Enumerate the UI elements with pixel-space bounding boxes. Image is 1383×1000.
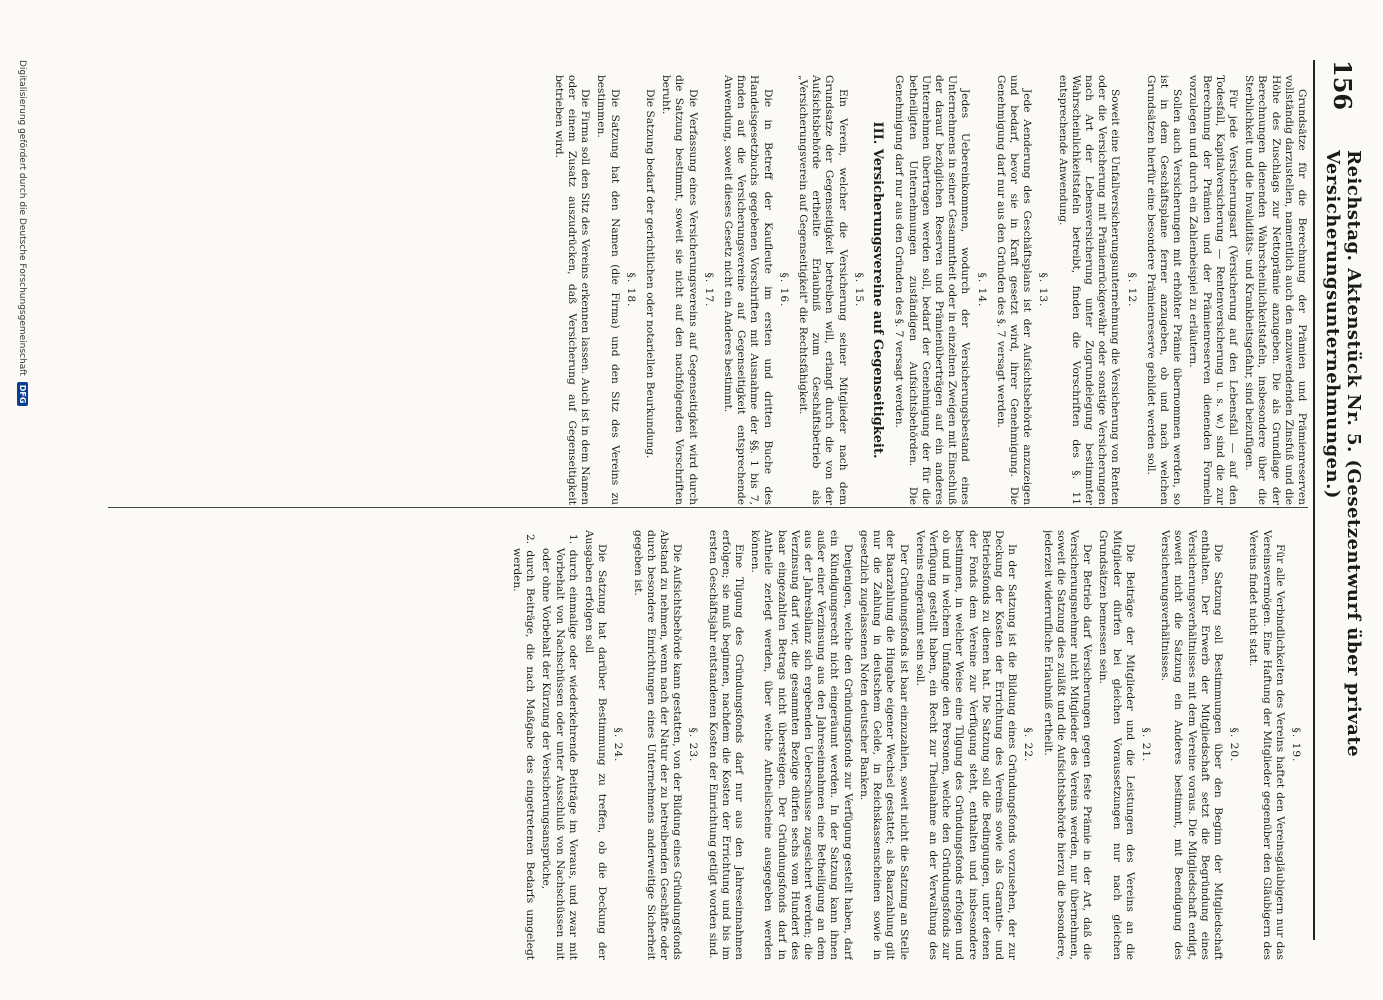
paragraph: Für alle Verbindlichkeiten des Vereins haftet den Vereinsgläubigern nur das Vereinsvermögen. Eine Haftung der Mitglieder gegenüber den Gläubigern des Vereins findet nicht statt. bbox=[1247, 530, 1286, 960]
section-title: §. 19. bbox=[1290, 727, 1302, 763]
paragraph: Jede Aenderung des Geschäftsplans ist der Aufsichtsbehörde anzuzeigen und bedarf, bevor sie in Kraft gesetzt wird, ihrer Genehmigung. Die Genehmigung darf nur aus den Gründen des §. 7 versagt werden. bbox=[994, 75, 1034, 505]
paragraph: Die Satzung bedarf der gerichtlichen oder notariellen Beurkundung. bbox=[644, 89, 657, 459]
header-rule bbox=[1313, 60, 1315, 940]
section-title: §. 16. bbox=[777, 272, 790, 308]
right-column bbox=[58, 530, 1308, 960]
digitization-credit bbox=[17, 60, 28, 406]
part-heading: III. Versicherungsvereine auf Gegenseitigkeit. bbox=[870, 121, 886, 459]
list-item: 1. durch einmalige oder wiederkehrende Beiträge im Voraus, und zwar mit Vorbehalt von Nachschüssen oder unter Ausschluß von Nachschüssen mit oder ohne Vorbehalt der Kürzung der Versicherungsansprüche, bbox=[540, 534, 579, 960]
paragraph: Der Betrieb darf Versicherungen gegen feste Prämie in der Art, daß die Versicherungsnehmer nicht Mitglieder des Vereins werden, nur übernehmen, soweit die Satzung dies zuläßt und die Aufsichtsbehörde hierzu die besondere, jederzeit widerrufliche Erlaubniß ertheilt. bbox=[1041, 530, 1094, 960]
paragraph: Der Gründungsfonds ist baar einzuzahlen, soweit nicht die Satzung an Stelle der Baarzahlung die Hingabe eigener Wechsel gestattet; als Baarzahlung gilt nur die Zahlung in deutschem Gelde, in Reichskassenscheinen sowie in gesetzlich zugelassenen Noten deutscher Banken. bbox=[857, 530, 910, 960]
list-item: 2. durch Beiträge, die nach Maßgabe des eingetretenen Bedarfs umgelegt werden. bbox=[511, 534, 537, 960]
paragraph: Die Verfassung eines Versicherungsvereins auf Gegenseitigkeit wird durch die Satzung bestimmt, soweit sie nicht auf den nachfolgenden Vorschriften beruht. bbox=[660, 75, 699, 505]
paragraph: In der Satzung ist die Bildung eines Gründungsfonds vorzusehen, der zur Deckung der Kosten der Errichtung des Vereins sowie als Garantie- und Betriebsfonds zu dienen hat. Die Satzung soll die Bedingungen, unter denen der Fonds dem Vereine zur Verfügung steht, enthalten und insbesondere bestimmen, in welcher Weise eine Tilgung des Gründungsfonds erfolgen und ob und in welchem Umfange den Personen, welche den Gründungsfonds zur Verfügung gestellt haben, ein Recht zur Theilnahme an der Verwaltung des Vereins eingeräumt sein soll. bbox=[913, 530, 1019, 960]
paragraph: Die Firma soll den Sitz des Vereins erkennen lassen. Auch ist in dem Namen oder einem Zusatz auszudrücken, daß Versicherung auf Gegenseitigkeit betrieben wird. bbox=[552, 75, 592, 505]
paragraph: Die Satzung hat den Namen (die Firma) und den Sitz des Vereins zu bestimmen. bbox=[595, 75, 621, 505]
paragraph: Für jede Versicherungsart (Versicherung auf den Lebensfall — auf den Todesfall, Kapitalversicherung — Rentenversicherung u. s. w.) sind die zur Berechnung der Prämien und der Prämienreserven dienenden Formeln vorzulegen und durch ein Zahlenbeispiel zu erläutern. bbox=[1187, 75, 1239, 505]
page-number: 156 bbox=[1328, 60, 1358, 111]
paragraph: Die Beiträge der Mitglieder und die Leistungen des Vereins an die Mitglieder dürfen bei gleichen Voraussetzungen nur nach gleichen Grundsätzen bemessen sein. bbox=[1097, 530, 1136, 960]
section-title: §. 14. bbox=[975, 272, 988, 308]
section-title: §. 22. bbox=[1022, 727, 1035, 763]
section-title: §. 24. bbox=[612, 727, 625, 763]
paragraph: Eine Tilgung des Gründungsfonds darf nur aus den Jahreseinnahmen erfolgen; sie muß beginnen, nachdem die Kosten der Errichtung und bis im ersten Geschäftsjahr entstandenen Kosten der Einrichtung getilgt worden sind. bbox=[706, 530, 746, 960]
paragraph: Die Satzung soll Bestimmungen über den Beginn der Mitgliedschaft enthalten. Der Erwerb der Mitgliedschaft setzt die Begründung eines Versicherungsverhältnisses mit dem Vereine voraus. Die Mitgliedschaft endigt, soweit nicht die Satzung ein Anderes bestimmt, mit Beendigung des Versicherungsverhältnisses. bbox=[1159, 530, 1224, 960]
section-title: §. 21. bbox=[1139, 727, 1152, 763]
credit-text: Digitalisierung gefördert durch die Deutsche Forschungsgemeinschaft bbox=[17, 60, 28, 376]
paragraph: Die Aufsichtsbehörde kann gestatten, von der Bildung eines Gründungsfonds Abstand zu nehmen, wenn nach der Natur der zu betreibenden Geschäfte oder durch besondere Einrichtungen eines Unternehmens anderweitige Sicherheit gegeben ist. bbox=[631, 530, 684, 960]
paragraph: Denjenigen, welche den Gründungsfonds zur Verfügung gestellt haben, darf ein Kündigungsrecht nicht eingeräumt werden. In der Satzung kann ihnen außer einer Verzinsung aus den Jahreseinnahmen eine Betheiligung an dem aus der Jahresbilanz sich ergebenden Ueberschusse zugesichert werden; die Verzinsung darf vier, die gesammten Bezüge dürfen sechs vom Hundert des baar eingezahlten Betrags nicht übersteigen. Der Gründungsfonds darf in Antheile zerlegt werden, über welche Antheilscheine ausgegeben werden können. bbox=[749, 530, 854, 960]
section-title: §. 18. bbox=[624, 272, 637, 308]
section-title: §. 23. bbox=[687, 727, 700, 763]
paragraph: Die in Betreff der Kaufleute im ersten und dritten Buche des Handelsgesetzbuchs gegebenen Vorschriften mit Ausnahme der §§. 1 bis 7, finden auf die Versicherungsvereine auf Gegenseitigkeit entsprechende Anwendung, soweit dieses Gesetz nicht ein Anderes bestimmt. bbox=[722, 75, 774, 505]
list bbox=[510, 530, 579, 960]
section-title: §. 15. bbox=[852, 272, 865, 308]
section-title: §. 12. bbox=[1125, 272, 1138, 308]
left-column bbox=[58, 75, 1308, 505]
page-header bbox=[1313, 60, 1373, 960]
running-title: Reichstag. Aktenstück Nr. 5. (Gesetzentwurf über private Versicherungsunternehmungen.) bbox=[1322, 150, 1364, 758]
paragraph: Die Satzung hat darüber Bestimmung zu treffen, ob die Deckung der Ausgaben erfolgen soll bbox=[583, 530, 609, 960]
paragraph: Jedes Uebereinkommen, wodurch der Versicherungsbestand eines Unternehmens in seiner Gesammtheit oder in einzelnen Zweigen mit Einschluß der darauf bezüglichen Reserven und Prämienüberträgen auf ein anderes Unternehmen übertragen werden soll, bedarf der Genehmigung der für die betheiligten Unternehmungen zuständigen Aufsichtsbehörden. Die Genehmigung darf nur aus den Gründen des §. 7 versagt werden. bbox=[893, 75, 972, 505]
paragraph: Soweit eine Unfallversicherungsunternehmung die Versicherung von Renten oder die Versicherung mit Prämienrückgewähr oder sonstige Versicherungen nach Art der Lebensversicherung unter Zugrundelegung bestimmter Wahrscheinlichkeitstafeln betreibt, finden die Vorschriften des §. 11 entsprechende Anwendung. bbox=[1056, 75, 1122, 505]
section-title: §. 17. bbox=[702, 272, 715, 308]
section-title: §. 13. bbox=[1037, 272, 1050, 308]
paragraph: Sollen auch Versicherungen mit erhöhter Prämie übernommen werden, so ist in dem Geschäftsplane ferner anzugeben, ob und nach welchen Grundsätzen hierfür eine besondere Prämienreserve gebildet werden soll. bbox=[1144, 75, 1184, 505]
paragraph: Ein Verein, welcher die Versicherung seiner Mitglieder nach dem Grundsatze der Gegenseitigkeit betreiben will, erlangt durch die von der Aufsichtsbehörde ertheilte Erlaubniß zum Geschäftsbetrieb als „Versicherungsverein auf Gegenseitigkeit" die Rechtsfähigkeit. bbox=[797, 75, 849, 505]
column-divider bbox=[108, 507, 1308, 508]
paragraph: Grundsätze für die Berechnung der Prämien und Prämienreserven vollständig darzustellen, namentlich auch den anzuwendenden Zinsfuß und die Höhe des Zuschlags zur Nettoprämie anzugeben. Die als Grundlage der Berechnungen dienenden Wahrscheinlichkeitstafeln, insbesondere über die Sterblichkeit und die Invaliditäts- und Krankheitsgefahr, sind beizufügen. bbox=[1243, 75, 1308, 505]
dfg-logo: DFG bbox=[17, 382, 28, 407]
section-title: §. 20. bbox=[1228, 727, 1241, 763]
